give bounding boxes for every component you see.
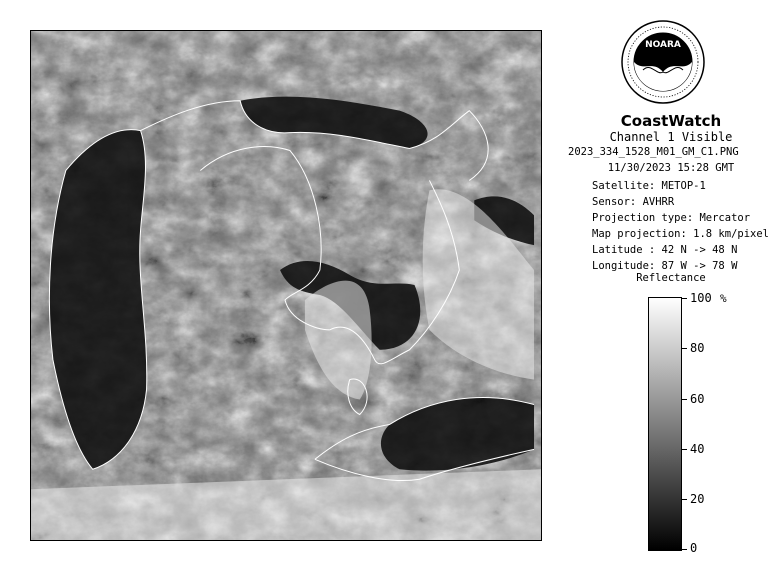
scale-tick <box>682 449 687 450</box>
logo-text: NOARA <box>645 40 681 50</box>
scale-tick-label: 20 <box>690 492 705 506</box>
scale-tick <box>682 549 687 550</box>
scale-tick <box>682 399 687 400</box>
satellite-image <box>30 30 542 541</box>
info-projection-type: Projection type: Mercator <box>592 212 751 224</box>
info-sensor: Sensor: AVHRR <box>592 196 675 208</box>
scale-title: Reflectance <box>636 272 706 284</box>
satellite-map <box>31 31 541 540</box>
info-panel <box>560 0 782 572</box>
info-longitude: Longitude: 87 W -> 78 W <box>592 260 738 272</box>
brand-title: CoastWatch <box>620 112 722 130</box>
datetime-label: 11/30/2023 15:28 GMT <box>607 162 735 174</box>
info-map-projection: Map projection: 1.8 km/pixel <box>592 228 770 240</box>
scale-tick-label: 100 <box>690 291 712 305</box>
scale-tick-label: 60 <box>690 392 705 406</box>
scale-tick <box>682 499 687 500</box>
scale-tick <box>682 298 687 299</box>
info-latitude: Latitude : 42 N -> 48 N <box>592 244 738 256</box>
scale-tick-label: 40 <box>690 442 705 456</box>
channel-label: Channel 1 Visible <box>609 130 733 144</box>
scale-tick-label: 80 <box>690 341 705 355</box>
info-satellite: Satellite: METOP-1 <box>592 180 706 192</box>
filename-label: 2023_334_1528_M01_GM_C1.PNG <box>568 146 739 158</box>
scale-tick-label: 0 <box>690 541 698 555</box>
noaa-logo-icon <box>621 20 705 104</box>
reflectance-colorbar <box>648 297 682 551</box>
scale-unit: % <box>720 292 727 305</box>
scale-tick <box>682 348 687 349</box>
